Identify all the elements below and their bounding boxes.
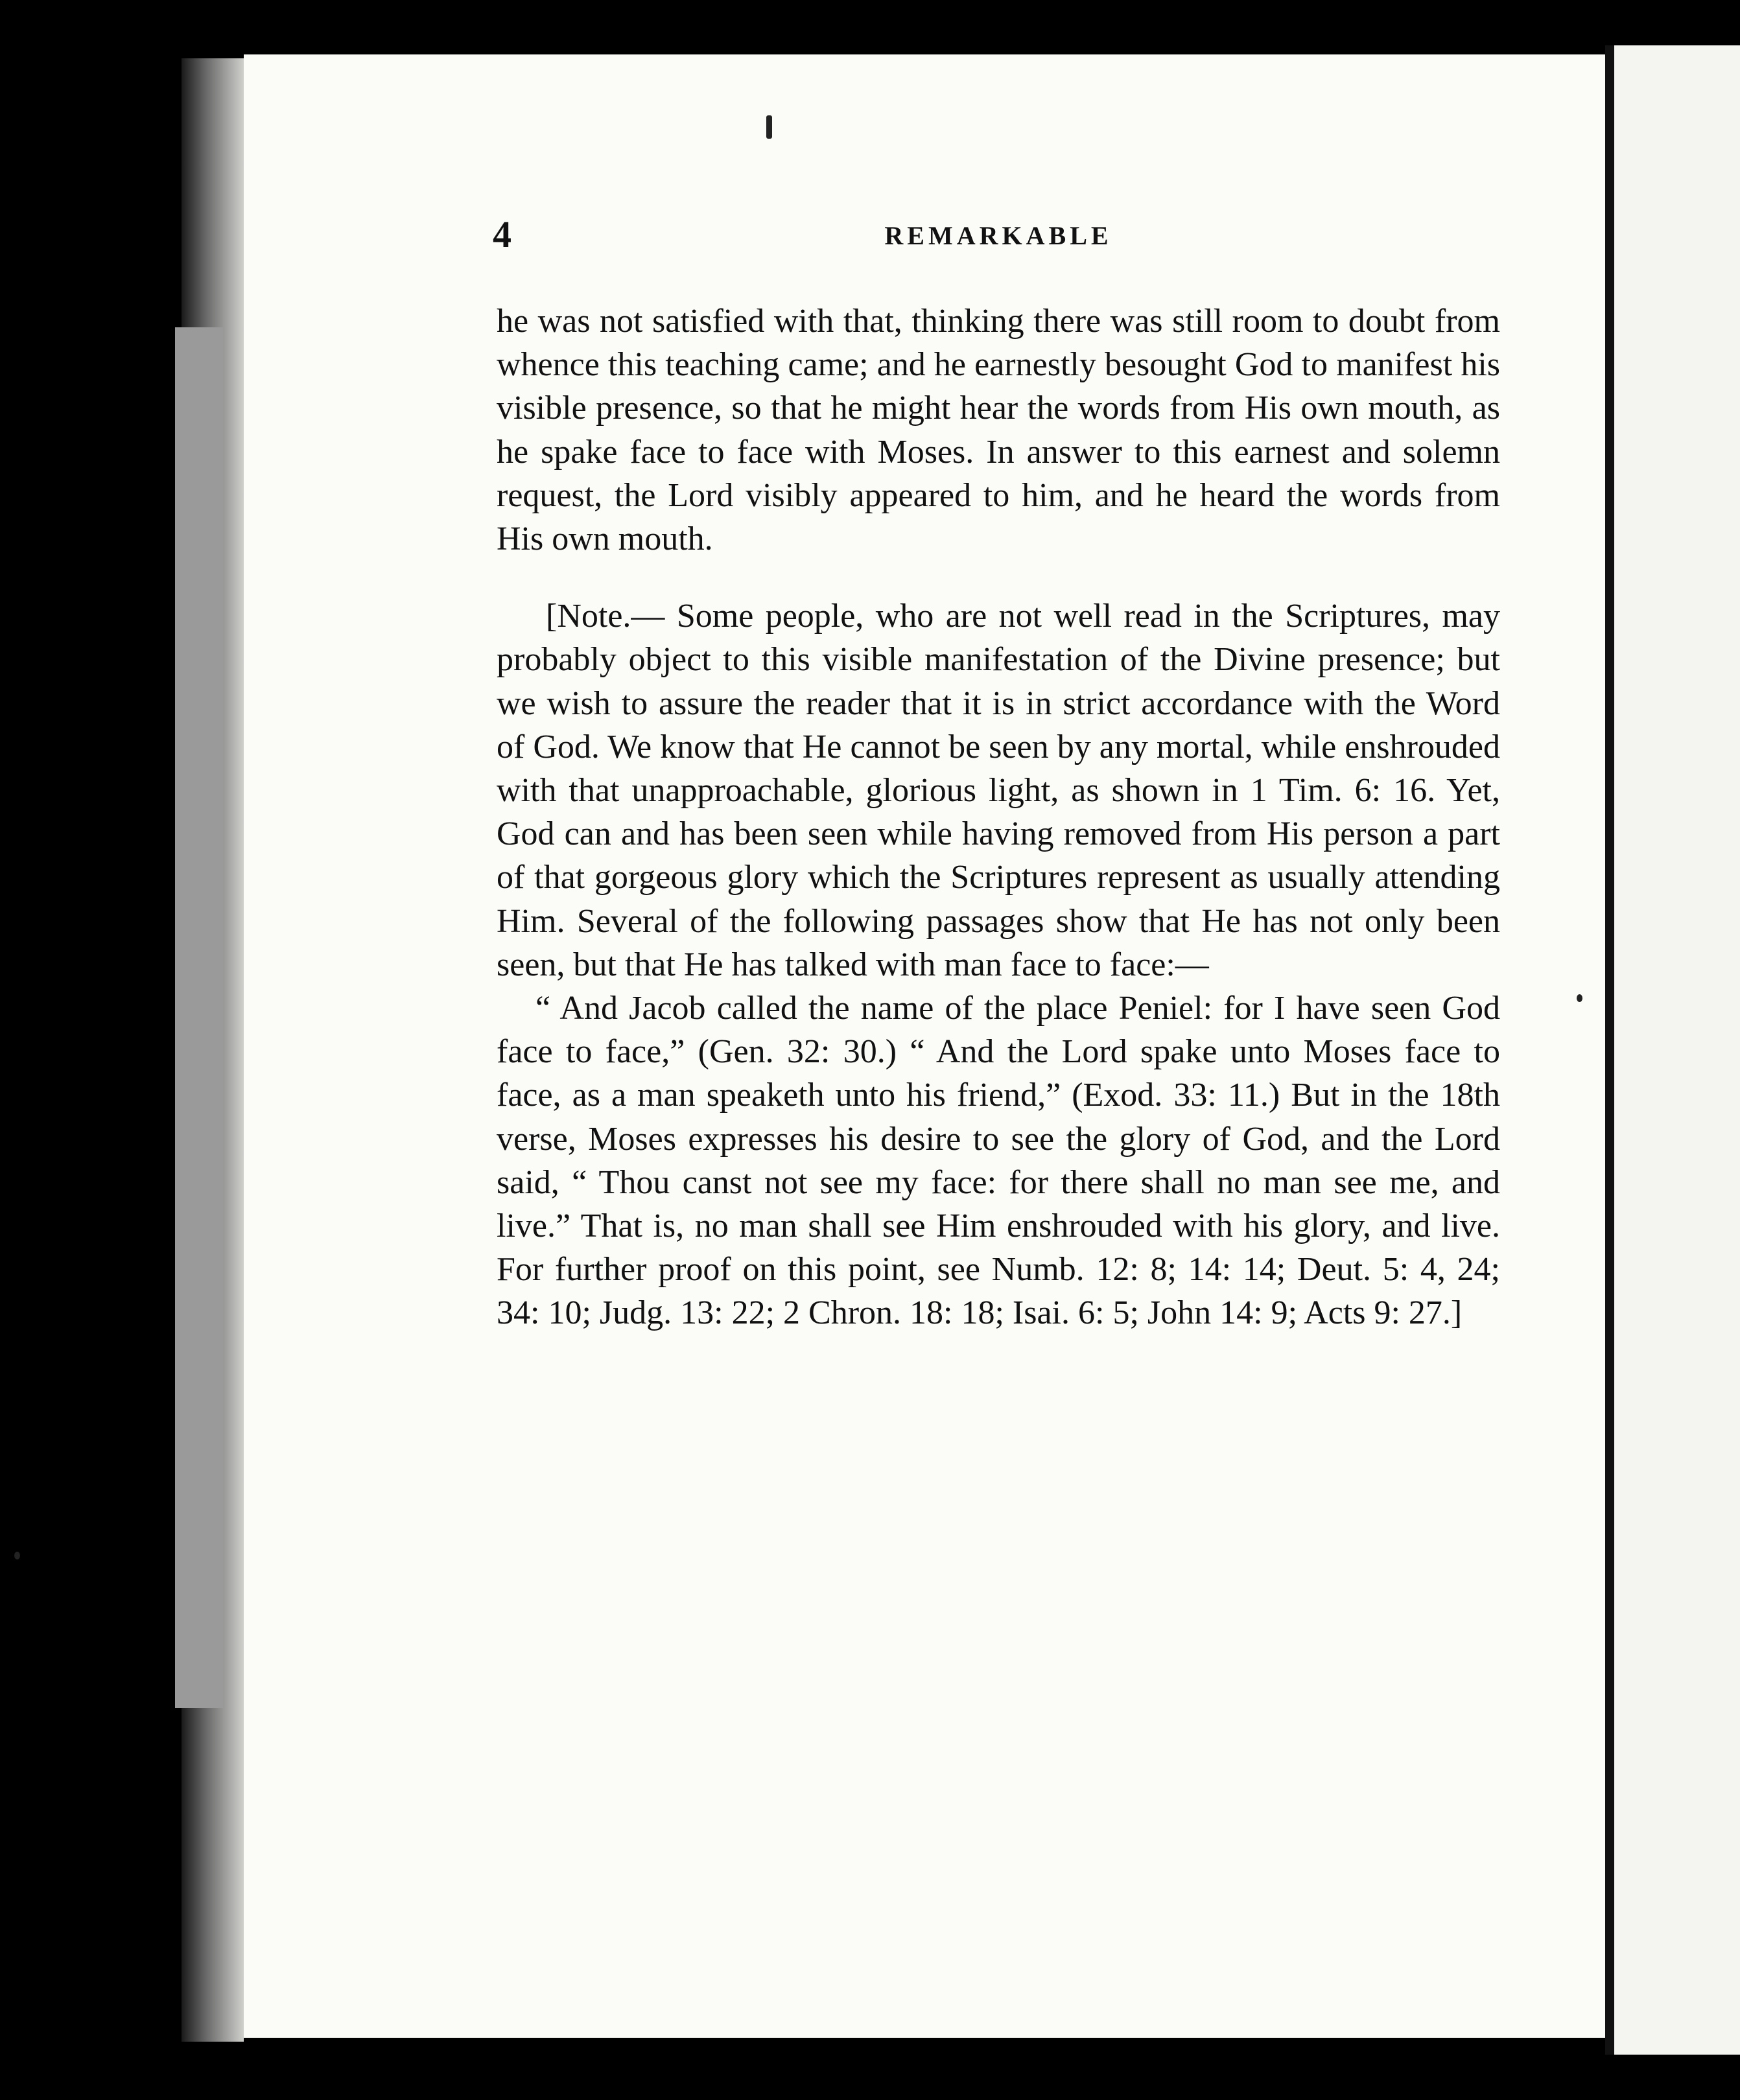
stray-mark <box>1577 994 1582 1002</box>
paragraph-gap <box>497 561 1500 594</box>
stray-mark <box>14 1552 20 1559</box>
page-header <box>493 213 1504 258</box>
page-number: 4 <box>493 213 511 255</box>
body-text <box>497 299 1500 1335</box>
running-head: REMARKABLE <box>884 221 1112 250</box>
paragraph-1: he was not satisfied with that, thinking there was still room to doubt from whence this teaching came; and he earnestly besought God to manifest his visible presence, so that he might hear the words from His own mouth, as he spake face to face with Moses. In answer to this earnest and solemn request, the Lord visibly appeared to him, and he heard the words from His own mouth. <box>497 303 1500 558</box>
header-mark <box>766 115 772 139</box>
page-right-edge <box>1605 45 1614 2055</box>
paragraph-note: [Note.— Some people, who are not well read in the Scriptures, may probably object to this visible manifestation of the Divine presence; but we wish to assure the reader that it is in strict accordance with the Word of God. We know that He cannot be seen by any mortal, while enshrouded with that unapproachable, glorious light, as shown in 1 Tim. 6: 16. Yet, God can and has been seen while having removed from His person a part of that gorgeous glory which the Scriptures represent as usually attending Him. Several of the following passages show that He has not only been seen, but that He has talked with man face to face:— <box>497 598 1500 983</box>
binding-strip <box>175 327 223 1708</box>
facing-page-edge <box>1614 45 1740 2055</box>
paragraph-quotes: “ And Jacob called the name of the place Peniel: for I have seen God face to face,” (Gen. 32: 30.) “ And the Lord spake unto Moses face to face, as a man speaketh unto his friend,” (Exod. 33: 11.) But in the 18th verse, Moses expresses his desire to see the glory of God, and the Lord said, “ Thou canst not see my face: for there shall no man see me, and live.” That is, no man shall see Him enshrouded with his glory, and live. For further proof on this point, see Numb. 12: 8; 14: 14; Deut. 5: 4, 24; 34: 10; Judg. 13: 22; 2 Chron. 18: 18; Isai. 6: 5; John 14: 9; Acts 9: 27.] <box>497 990 1500 1332</box>
